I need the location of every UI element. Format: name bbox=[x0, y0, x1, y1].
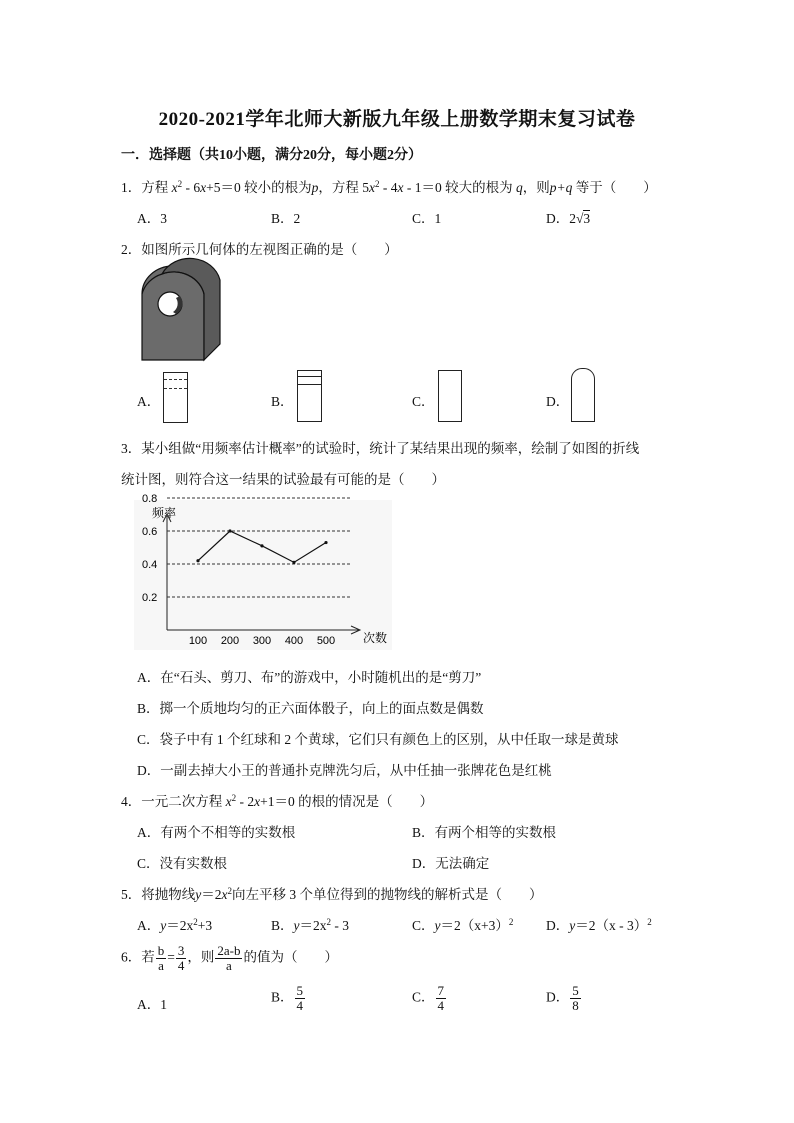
q1-option-c[interactable] bbox=[412, 207, 441, 227]
q6-text-3: 的值为（ ） bbox=[243, 949, 338, 965]
q5-text-1: 5．将抛物线 bbox=[121, 887, 196, 902]
q6-option-b[interactable] bbox=[271, 984, 306, 1013]
q6-option-b-fraction bbox=[295, 984, 306, 1013]
question-1 bbox=[121, 176, 657, 196]
q6-option-b-key: B． bbox=[271, 989, 294, 1005]
q6-frac1-den: a bbox=[158, 958, 164, 973]
q4-text-3: +1＝0 的根的情况是（ ） bbox=[260, 794, 434, 809]
q5-option-b-tail: - 3 bbox=[331, 918, 350, 933]
q1-option-a-val: 3 bbox=[160, 211, 167, 226]
q2-option-b[interactable]: B． bbox=[271, 394, 294, 409]
q1-option-d-val: 2 bbox=[569, 211, 576, 226]
q1-text-2: - 6 bbox=[182, 180, 201, 195]
q1-option-c-key: C． bbox=[412, 211, 435, 226]
q1-option-a-key: A． bbox=[137, 211, 161, 226]
q6-equals: = bbox=[167, 949, 175, 965]
q2-option-d[interactable]: D． bbox=[546, 394, 570, 409]
q5-var-y: y bbox=[195, 887, 202, 902]
q4-text-2: - 2 bbox=[236, 794, 255, 809]
chart-y-tick-label: 0.8 bbox=[142, 493, 158, 505]
chart-y-tick-label: 0.4 bbox=[142, 559, 158, 571]
q1-option-b-val: 2 bbox=[293, 211, 301, 226]
q4-exp: 2 bbox=[231, 793, 237, 803]
q2-option-a-view bbox=[163, 372, 188, 423]
chart-x-tick-label: 500 bbox=[316, 635, 336, 647]
q1-option-a[interactable] bbox=[137, 207, 167, 227]
q6-option-b-den: 4 bbox=[296, 998, 304, 1013]
q1-var-x: x bbox=[171, 180, 178, 195]
q4-option-b[interactable]: B．有两个相等的实数根 bbox=[412, 825, 557, 840]
q4-var-x: x bbox=[225, 794, 232, 809]
q5-option-b-body: ＝2x bbox=[299, 918, 327, 933]
q6-option-d-num: 5 bbox=[572, 983, 579, 998]
q1-var-pq: p+q bbox=[549, 180, 573, 195]
q1-text-4: ，方程 5 bbox=[318, 180, 369, 195]
q1-option-d-radicand: 3 bbox=[583, 211, 591, 226]
chart-data-point bbox=[324, 541, 327, 544]
q2-option-a[interactable]: A． bbox=[137, 394, 161, 409]
q6-option-c-num: 7 bbox=[437, 983, 445, 998]
question-2: 2．如图所示几何体的左视图正确的是（ ） bbox=[121, 242, 398, 257]
q2-option-b-view bbox=[297, 370, 322, 422]
q5-option-b-exp: 2 bbox=[326, 917, 332, 927]
chart-x-tick-label: 400 bbox=[284, 635, 304, 647]
q1-exp-2: 2 bbox=[375, 179, 380, 189]
q6-option-c-den: 4 bbox=[437, 998, 445, 1013]
q5-option-d-body: ＝2（x - 3） bbox=[575, 918, 648, 933]
q4-option-c[interactable]: C．没有实数根 bbox=[137, 856, 228, 871]
chart-x-tick-label: 300 bbox=[252, 635, 272, 647]
page-title: 2020-2021学年北师大新版九年级上册数学期末复习试卷 bbox=[158, 109, 636, 130]
q1-text-6: - 1＝0 较大的根为 bbox=[403, 180, 516, 195]
q4-text-1: 4．一元二次方程 bbox=[121, 794, 226, 809]
q1-text-1: 方程 bbox=[141, 180, 172, 195]
q6-fraction-b-over-a bbox=[156, 944, 167, 973]
q5-option-c-exp: 2 bbox=[508, 917, 514, 927]
q5-option-d[interactable] bbox=[546, 914, 652, 934]
q5-option-a-y: y bbox=[160, 918, 167, 933]
q1-text-3: +5＝0 较小的根为 bbox=[206, 180, 312, 195]
chart-x-label: 次数 bbox=[363, 631, 388, 645]
q6-fraction-3-over-4 bbox=[176, 944, 187, 973]
q3-option-a[interactable]: A．在“石头、剪刀、布”的游戏中，小时随机出的是“剪刀” bbox=[137, 670, 482, 685]
q4-var-x2: x bbox=[254, 794, 261, 809]
q1-var-q: q bbox=[516, 180, 523, 195]
sqrt-sign-icon: √ bbox=[576, 211, 584, 226]
q2-option-b-line-2 bbox=[298, 384, 321, 385]
q5-var-x: x bbox=[221, 887, 228, 902]
chart-data-point bbox=[196, 559, 199, 562]
q1-option-b[interactable] bbox=[271, 207, 300, 227]
chart-y-tick-label: 0.2 bbox=[142, 592, 158, 604]
q6-option-d-fraction bbox=[570, 984, 581, 1013]
question-3-line-2: 统计图，则符合这一结果的试验最有可能的是（ ） bbox=[121, 472, 445, 487]
q5-option-a-tail: +3 bbox=[197, 918, 213, 933]
q2-option-b-line-1 bbox=[298, 376, 321, 377]
q5-option-a-key: A． bbox=[137, 918, 161, 933]
question-3-line-1: 3．某小组做“用频率估计概率”的试验时，统计了某结果出现的频率，绘制了如图的折线 bbox=[121, 441, 640, 456]
chart-y-tick-label: 0.6 bbox=[142, 526, 158, 538]
q5-text-3: 向左平移 3 个单位得到的抛物线的解析式是（ ） bbox=[232, 887, 543, 902]
question-5 bbox=[121, 883, 543, 903]
chart-data-point bbox=[228, 529, 231, 532]
q3-option-d[interactable]: D．一副去掉大小王的普通扑克牌洗匀后，从中任抽一张牌花色是红桃 bbox=[137, 763, 552, 778]
q1-var-x4: x bbox=[397, 180, 404, 195]
q4-option-a[interactable]: A．有两个不相等的实数根 bbox=[137, 825, 296, 840]
q2-option-d-view bbox=[571, 368, 595, 422]
q5-text-2: ＝2 bbox=[201, 887, 222, 902]
chart-y-label: 频率 bbox=[152, 506, 177, 520]
q5-option-a-body: ＝2x bbox=[166, 918, 194, 933]
question-4 bbox=[121, 790, 433, 810]
q2-option-c-view bbox=[438, 370, 462, 422]
q5-option-b-y: y bbox=[293, 918, 300, 933]
chart-x-tick-label: 100 bbox=[188, 635, 208, 647]
question-6 bbox=[121, 944, 338, 973]
q1-number: 1． bbox=[121, 180, 142, 195]
q6-frac3-num: 2a-b bbox=[217, 943, 241, 958]
q5-option-d-key: D． bbox=[546, 918, 570, 933]
q6-option-a-key: A． bbox=[137, 997, 161, 1012]
q1-text-8: 等于（ ） bbox=[572, 180, 657, 195]
q5-option-a-exp: 2 bbox=[193, 917, 198, 927]
q1-text-7: ，则 bbox=[522, 180, 550, 195]
q2-solid-figure bbox=[140, 266, 222, 366]
q6-frac2-num: 3 bbox=[177, 943, 185, 958]
q1-option-d-key: D． bbox=[546, 211, 570, 226]
chart-x-tick-label: 200 bbox=[220, 635, 240, 647]
chart-data-point bbox=[292, 561, 295, 564]
chart-data-point bbox=[260, 544, 263, 547]
q5-exp: 2 bbox=[227, 886, 232, 896]
q6-option-a-val: 1 bbox=[160, 997, 167, 1012]
q2-option-a-hidden-line-1 bbox=[164, 379, 187, 380]
q5-option-c-body: ＝2（x+3） bbox=[440, 918, 509, 933]
q6-option-b-num: 5 bbox=[296, 983, 304, 998]
q6-text-2: ，则 bbox=[187, 949, 215, 965]
q6-option-a[interactable] bbox=[137, 993, 167, 1013]
q6-option-d[interactable] bbox=[546, 984, 582, 1013]
q6-fraction-expression bbox=[215, 944, 242, 973]
q5-option-c-key: C． bbox=[412, 918, 435, 933]
q1-text-5: - 4 bbox=[379, 180, 398, 195]
q1-var-x2: x bbox=[200, 180, 207, 195]
q6-option-c-fraction bbox=[436, 984, 447, 1013]
q5-option-c-y: y bbox=[434, 918, 441, 933]
q3-option-c[interactable]: C．袋子中有 1 个红球和 2 个黄球，它们只有颜色上的区别，从中任取一球是黄球 bbox=[137, 732, 619, 747]
q6-option-c-key: C． bbox=[412, 989, 435, 1005]
q6-option-c[interactable] bbox=[412, 984, 447, 1013]
q5-option-d-exp: 2 bbox=[647, 917, 652, 927]
q1-exp: 2 bbox=[177, 179, 183, 189]
q1-option-b-key: B． bbox=[271, 211, 294, 226]
q6-option-d-key: D． bbox=[546, 989, 570, 1005]
q5-option-c[interactable] bbox=[412, 914, 513, 934]
q6-frac2-den: 4 bbox=[177, 958, 185, 973]
q1-var-x3: x bbox=[369, 180, 375, 195]
q6-option-d-den: 8 bbox=[572, 998, 579, 1013]
q5-option-b[interactable] bbox=[271, 914, 349, 934]
section-heading: 一．选择题（共10小题，满分20分，每小题2分） bbox=[121, 148, 422, 163]
q1-var-p: p bbox=[311, 180, 319, 195]
q3-option-b[interactable]: B．掷一个质地均匀的正六面体骰子，向上的面点数是偶数 bbox=[137, 701, 484, 716]
q1-option-d[interactable] bbox=[546, 207, 590, 227]
q2-option-c[interactable]: C． bbox=[412, 394, 435, 409]
q6-frac3-den: a bbox=[226, 958, 232, 973]
q6-text-1: 6．若 bbox=[121, 949, 155, 965]
q1-option-c-val: 1 bbox=[434, 211, 442, 226]
q5-option-a[interactable] bbox=[137, 914, 212, 934]
q5-option-d-y: y bbox=[569, 918, 576, 933]
frequency-line-chart bbox=[134, 493, 392, 650]
q4-option-d[interactable]: D．无法确定 bbox=[412, 856, 490, 871]
q2-option-a-hidden-line-2 bbox=[164, 388, 187, 389]
q5-option-b-key: B． bbox=[271, 918, 294, 933]
q6-frac1-num: b bbox=[157, 943, 165, 958]
